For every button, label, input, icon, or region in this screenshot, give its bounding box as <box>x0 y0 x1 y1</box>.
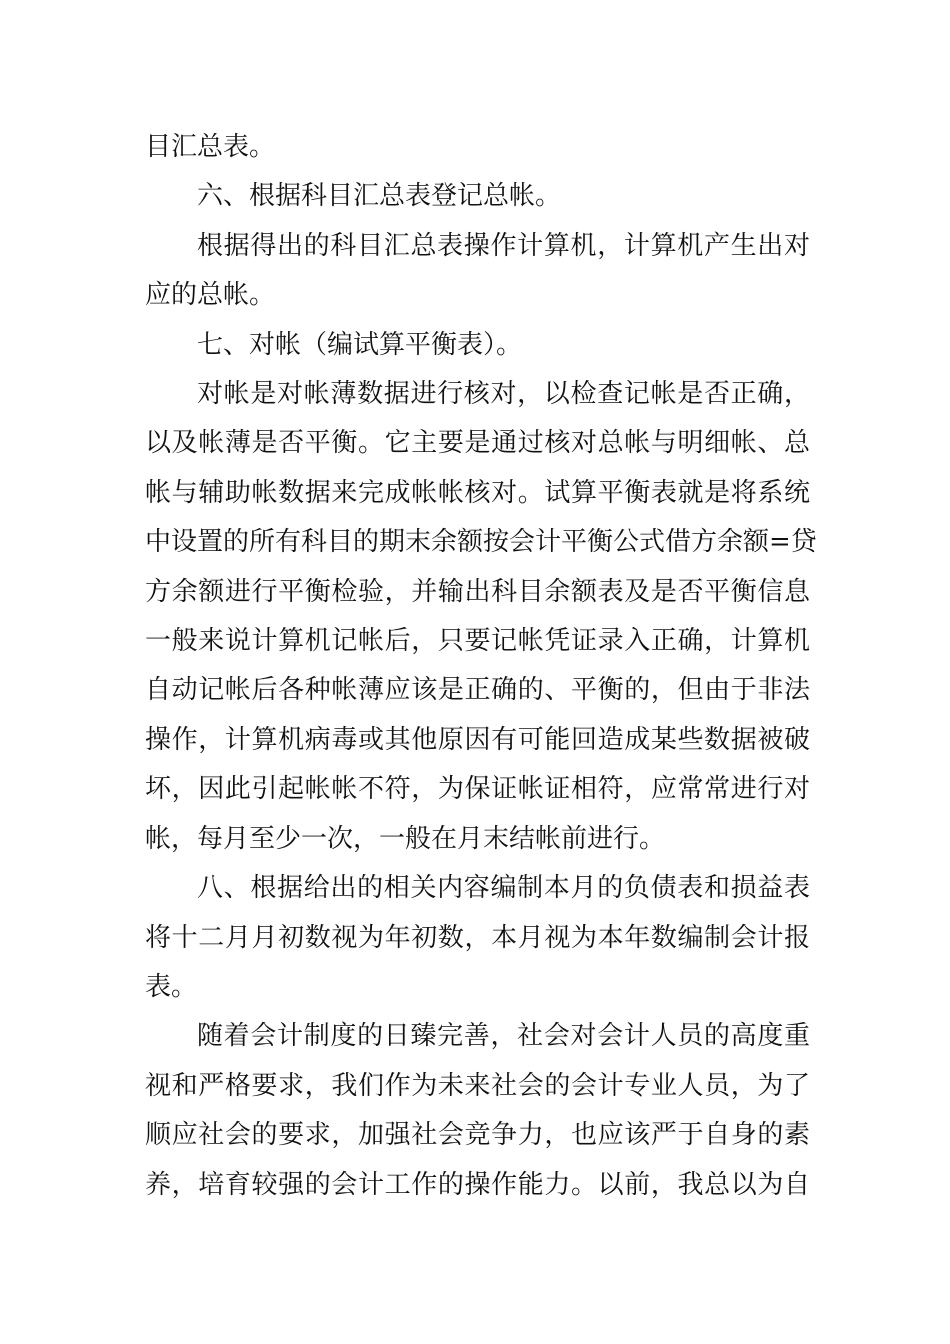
text-line: 将十二月月初数视为年初数，本月视为本年数编制会计报 <box>145 922 810 953</box>
text-line: 顺应社会的要求，加强社会竞争力，也应该严于自身的素 <box>145 1120 810 1151</box>
text-line: 坏，因此引起帐帐不符，为保证帐证相符，应常常进行对 <box>145 774 810 805</box>
text-line: 自动记帐后各种帐薄应该是正确的、平衡的，但由于非法 <box>145 675 810 706</box>
text-line: 以及帐薄是否平衡。它主要是通过核对总帐与明细帐、总 <box>145 428 810 459</box>
text-line: 目汇总表。 <box>145 132 276 162</box>
text-line: 帐与辅助帐数据来完成帐帐核对。试算平衡表就是将系统 <box>145 477 810 508</box>
text-line: 应的总帐。 <box>145 280 276 311</box>
text-line: 养，培育较强的会计工作的操作能力。以前，我总以为自 <box>145 1169 810 1200</box>
text-line: 根据得出的科目汇总表操作计算机，计算机产生出对 <box>197 230 810 261</box>
section-heading-7: 七、对帐（编试算平衡表）。 <box>197 329 523 360</box>
document-body <box>145 123 817 1210</box>
section-heading-6: 六、根据科目汇总表登记总帐。 <box>197 181 562 212</box>
text-line: 操作，计算机病毒或其他原因有可能回造成某些数据被破 <box>145 724 810 755</box>
text-line: 视和严格要求，我们作为未来社会的会计专业人员，为了 <box>145 1070 810 1101</box>
text-line: 中设置的所有科目的期末余额按会计平衡公式借方余额=贷 <box>145 527 817 558</box>
text-line: 方余额进行平衡检验，并输出科目余额表及是否平衡信息 <box>145 576 810 607</box>
section-heading-8: 八、根据给出的相关内容编制本月的负债表和损益表 <box>197 873 810 904</box>
text-line: 帐，每月至少一次，一般在月末结帐前进行。 <box>145 823 666 854</box>
text-line: 一般来说计算机记帐后，只要记帐凭证录入正确，计算机 <box>145 626 810 657</box>
text-line: 表。 <box>145 971 198 1002</box>
text-line: 随着会计制度的日臻完善，社会对会计人员的高度重 <box>197 1021 810 1052</box>
text-line: 对帐是对帐薄数据进行核对，以检查记帐是否正确， <box>197 379 810 410</box>
